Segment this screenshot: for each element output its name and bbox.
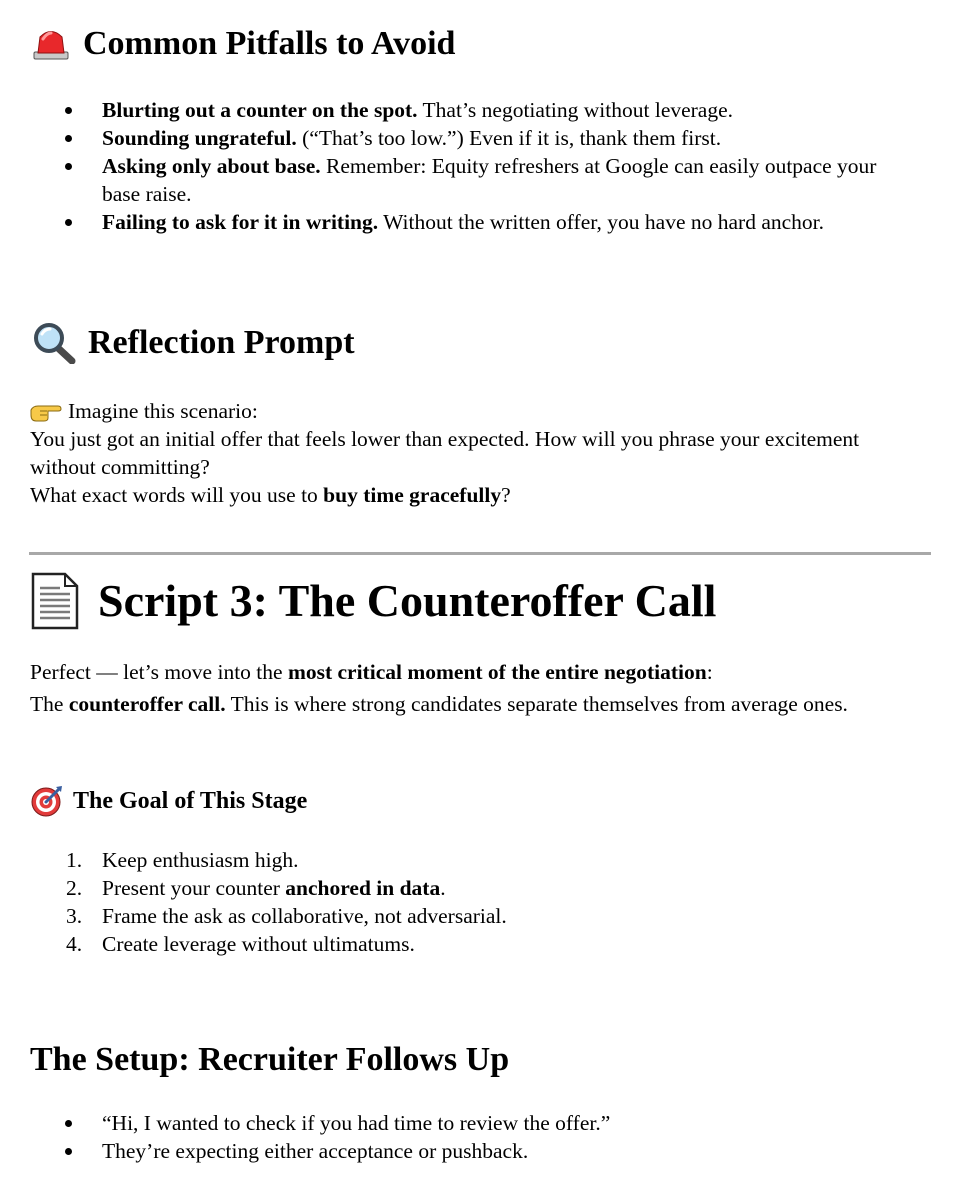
- target-icon: [30, 784, 64, 818]
- item-number: 2.: [66, 876, 83, 900]
- list-item: [30, 124, 930, 152]
- reflection-line-2: [30, 481, 920, 509]
- script3-heading: [30, 572, 716, 630]
- list-item: [30, 930, 910, 958]
- item-text: Remember: Equity refreshers at Google can easily outpace your base raise.: [102, 154, 877, 206]
- script3-intro: [30, 656, 910, 720]
- item-text: Keep enthusiasm high.: [102, 848, 299, 872]
- bullet: [65, 107, 72, 114]
- bold-text: most critical moment of the entire negotiation: [287, 660, 707, 684]
- goal-list: [30, 846, 910, 958]
- item-text: Present your counter: [102, 876, 286, 900]
- list-item: [30, 208, 930, 236]
- bold-text: buy time gracefully: [323, 483, 502, 507]
- list-item: [30, 874, 910, 902]
- item-bold: Failing to ask for it in writing.: [102, 210, 379, 234]
- bullet: [65, 1120, 72, 1127]
- reflection-intro-line: [30, 397, 920, 425]
- pointing-hand-icon: [30, 400, 62, 422]
- pitfalls-list: [30, 96, 930, 236]
- setup-heading: The Setup: Recruiter Follows Up: [30, 1041, 510, 1078]
- reflection-section: [32, 322, 355, 364]
- reflection-body: [30, 397, 920, 509]
- goal-heading: [30, 784, 307, 818]
- item-text: Frame the ask as collaborative, not adversarial.: [102, 904, 507, 928]
- bullet: [65, 163, 72, 170]
- siren-icon: [32, 27, 70, 61]
- item-bold: Blurting out a counter on the spot.: [102, 98, 418, 122]
- item-number: 3.: [66, 904, 83, 928]
- text: Perfect — let’s move into the: [30, 660, 288, 684]
- item-text: Create leverage without ultimatums.: [102, 932, 415, 956]
- magnifying-glass-icon: [32, 322, 76, 364]
- list-item: [30, 902, 910, 930]
- list-item: [30, 846, 910, 874]
- bullet: [65, 219, 72, 226]
- text: This is where strong candidates separate themselves from average ones.: [225, 692, 848, 716]
- setup-list: [30, 1109, 910, 1165]
- bullet: [65, 135, 72, 142]
- item-bold: Asking only about base.: [102, 154, 321, 178]
- list-item: [30, 152, 930, 208]
- text: The: [30, 692, 69, 716]
- item-text: That’s negotiating without leverage.: [417, 98, 734, 122]
- list-item: [30, 96, 930, 124]
- item-number: 4.: [66, 932, 83, 956]
- page-icon: [30, 572, 80, 630]
- list-item: [30, 1109, 910, 1137]
- reflection-title: Reflection Prompt: [88, 324, 355, 361]
- bold-text: counteroffer call.: [68, 692, 226, 716]
- goal-title: The Goal of This Stage: [73, 788, 308, 814]
- item-text: “Hi, I wanted to check if you had time to review the offer.”: [102, 1111, 611, 1135]
- pitfalls-title: Common Pitfalls to Avoid: [83, 25, 456, 62]
- goal-section: [30, 784, 307, 818]
- item-bold: anchored in data: [285, 876, 441, 900]
- script3-title: Script 3: The Counteroffer Call: [98, 575, 717, 626]
- horizontal-rule: [29, 552, 931, 555]
- pitfalls-section: [32, 24, 932, 64]
- item-text: They’re expecting either acceptance or pushback.: [102, 1139, 529, 1163]
- item-text: .: [440, 876, 446, 900]
- text: :: [706, 660, 713, 684]
- script3-section: [30, 572, 716, 630]
- reflection-line-1: You just got an initial offer that feels lower than expected. How will you phrase your excitement without committing?: [30, 427, 860, 479]
- script3-para-1: [30, 656, 910, 688]
- item-bold: Sounding ungrateful.: [102, 126, 297, 150]
- item-number: 1.: [66, 848, 83, 872]
- bullet: [65, 1148, 72, 1155]
- reflection-intro: Imagine this scenario:: [68, 399, 258, 423]
- text: ?: [501, 483, 511, 507]
- item-text: (“That’s too low.”) Even if it is, thank them first.: [296, 126, 722, 150]
- item-text: Without the written offer, you have no hard anchor.: [378, 210, 825, 234]
- script3-para-2: [30, 688, 910, 720]
- pitfalls-heading: [32, 24, 932, 64]
- reflection-heading: [32, 322, 355, 364]
- text: What exact words will you use to: [30, 483, 324, 507]
- list-item: [30, 1137, 910, 1165]
